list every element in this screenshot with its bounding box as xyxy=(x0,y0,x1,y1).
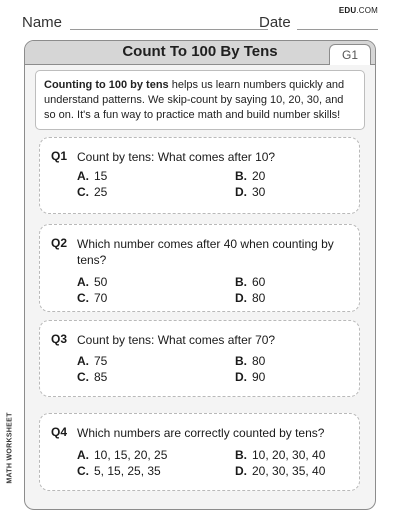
option-letter: C. xyxy=(77,185,89,199)
worksheet-header xyxy=(22,14,378,34)
option-text: 5, 15, 25, 35 xyxy=(94,464,161,478)
option-letter: A. xyxy=(77,448,89,462)
option-letter: D. xyxy=(235,370,247,384)
question-number: Q4 xyxy=(51,425,68,439)
option-d[interactable] xyxy=(235,185,265,200)
question-text: Which number comes after 40 when counting by tens? xyxy=(77,237,334,267)
option-text: 80 xyxy=(252,291,266,305)
intro-bold-text: Counting to 100 by tens xyxy=(44,79,169,91)
option-b[interactable] xyxy=(235,354,265,369)
option-a[interactable] xyxy=(77,169,107,184)
option-letter: D. xyxy=(235,291,247,305)
option-text: 10, 15, 20, 25 xyxy=(94,448,168,462)
brand-logo xyxy=(339,6,378,15)
question-card-2 xyxy=(39,224,360,312)
grade-badge: G1 xyxy=(329,44,371,65)
option-a[interactable] xyxy=(77,354,107,369)
date-line[interactable] xyxy=(297,29,378,30)
brand-logo-bold: EDU xyxy=(338,6,357,15)
option-letter: D. xyxy=(235,464,247,478)
option-c[interactable] xyxy=(77,185,107,200)
option-c[interactable] xyxy=(77,370,107,385)
title-bar xyxy=(25,41,375,65)
option-text: 15 xyxy=(94,169,108,183)
option-text: 30 xyxy=(252,185,266,199)
side-label xyxy=(4,408,16,488)
option-letter: B. xyxy=(235,354,247,368)
option-text: 90 xyxy=(252,370,266,384)
option-letter: B. xyxy=(235,448,247,462)
intro-box xyxy=(35,70,365,130)
question-card-1 xyxy=(39,137,360,214)
brand-logo-suffix: .COM xyxy=(356,6,378,15)
option-letter: C. xyxy=(77,291,89,305)
option-c[interactable] xyxy=(77,464,161,479)
option-text: 25 xyxy=(94,185,108,199)
option-a[interactable] xyxy=(77,448,167,463)
option-text: 60 xyxy=(252,275,266,289)
option-text: 85 xyxy=(94,370,108,384)
question-text: Which numbers are correctly counted by tens? xyxy=(77,426,325,440)
question-text: Count by tens: What comes after 70? xyxy=(77,333,276,347)
option-letter: A. xyxy=(77,169,89,183)
question-text: Count by tens: What comes after 10? xyxy=(77,150,276,164)
option-text: 50 xyxy=(94,275,108,289)
option-text: 75 xyxy=(94,354,108,368)
option-text: 20, 30, 35, 40 xyxy=(252,464,326,478)
side-label-text: MATH WORKSHEET xyxy=(6,412,14,484)
option-b[interactable] xyxy=(235,169,265,184)
name-line[interactable] xyxy=(70,29,268,30)
option-text: 20 xyxy=(252,169,266,183)
option-b[interactable] xyxy=(235,275,265,290)
question-card-3 xyxy=(39,320,360,397)
option-text: 80 xyxy=(252,354,266,368)
option-letter: B. xyxy=(235,275,247,289)
option-letter: D. xyxy=(235,185,247,199)
option-text: 70 xyxy=(94,291,108,305)
worksheet-panel xyxy=(24,40,376,510)
question-number: Q1 xyxy=(51,149,68,163)
question-number: Q3 xyxy=(51,332,68,346)
option-text: 10, 20, 30, 40 xyxy=(252,448,326,462)
option-d[interactable] xyxy=(235,464,325,479)
date-label: Date xyxy=(259,14,291,31)
option-letter: A. xyxy=(77,354,89,368)
option-d[interactable] xyxy=(235,370,265,385)
intro-text: helps us learn numbers quickly and understand patterns. We skip-count by saying 10, 20, 30, and so on. It's a fun way to practice math and build number skills! xyxy=(44,79,345,121)
option-c[interactable] xyxy=(77,291,107,306)
option-d[interactable] xyxy=(235,291,265,306)
question-card-4 xyxy=(39,413,360,491)
option-b[interactable] xyxy=(235,448,325,463)
option-letter: B. xyxy=(235,169,247,183)
option-letter: C. xyxy=(77,464,89,478)
option-a[interactable] xyxy=(77,275,107,290)
option-letter: A. xyxy=(77,275,89,289)
question-number: Q2 xyxy=(51,236,68,250)
option-letter: C. xyxy=(77,370,89,384)
worksheet-title: Count To 100 By Tens xyxy=(122,43,278,60)
name-label: Name xyxy=(22,14,63,31)
